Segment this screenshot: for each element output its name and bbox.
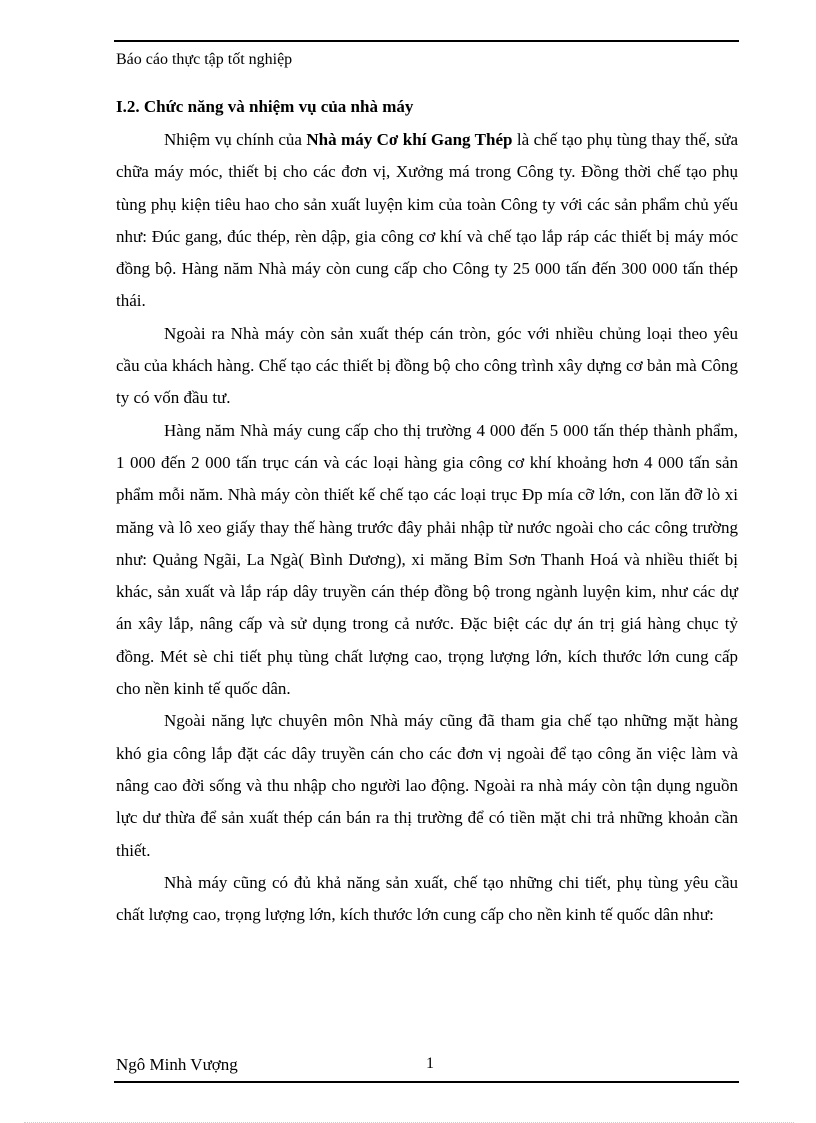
paragraph-5: Nhà máy cũng có đủ khả năng sản xuất, chế tạo những chi tiết, phụ tùng yêu cầu chất lượng cao, trọng lượng lớn, kích thước lớn cung cấp cho nền kinh tế quốc dân như: (116, 872, 738, 925)
header-rule (114, 40, 739, 42)
paragraph-3: Hàng năm Nhà máy cung cấp cho thị trường 4 000 đến 5 000 tấn thép thành phẩm, 1 000 đến 2 000 tấn trục cán và các loại hàng gia công cơ khí khoảng hơn 4 000 tấn sản phẩm mỗi năm. Nhà máy còn thiết kế chế tạo các loại trục Đp mía cỡ lớn, con lăn đỡ lò xi măng và lô xeo giấy thay thế hàng trước đây phải nhập từ nước ngoài cho các công trường như: Quảng Ngãi, La Ngà( Bình Dương), xi măng Bỉm Sơn Thanh Hoá và nhiều thiết bị khác, sản xuất và lắp ráp dây truyền cán thép đồng bộ trong ngành luyện kim, như các dự án xây lắp, nâng cấp và sử dụng trong cả nước. Đặc biệt các dự án trị giá hàng chục tỷ đồng. Mét sè chi tiết phụ tùng chất lượng cao, trọng lượng lớn, kích thước lớn cung cấp cho nền kinh tế quốc dân. (116, 420, 738, 699)
factory-name: Nhà máy Cơ khí Gang Thép (306, 130, 513, 149)
paragraph-1-rest: là chế tạo phụ tùng thay thế, sửa chữa máy móc, thiết bị cho các đơn vị, Xưởng má trong Công ty. Đồng thời chế tạo phụ tùng phụ kiện tiêu hao cho sản xuất luyện kim của toàn Công ty với các sản phẩm chủ yếu như: Đúc gang, đúc thép, rèn dập, gia công cơ khí và chế tạo lắp ráp các thiết bị máy móc đồng bộ. Hàng năm Nhà máy còn cung cấp cho Công ty 25 000 tấn đến 300 000 tấn thép thái. (116, 130, 738, 311)
page-body (116, 96, 738, 931)
running-header: Báo cáo thực tập tốt nghiệp (116, 51, 293, 68)
paragraph-4: Ngoài năng lực chuyên môn Nhà máy cũng đã tham gia chế tạo những mặt hàng khó gia công lắp đặt các dây truyền cán cho các đơn vị ngoài để tạo công ăn việc làm và nâng cao đời sống và thu nhập cho người lao động. Ngoài ra nhà máy còn tận dụng nguồn lực dư thừa để sản xuất thép cán bán ra thị trường để có tiền mặt chi trả những khoản cần thiết. (116, 711, 738, 860)
page-number: 1 (426, 1055, 434, 1072)
paragraph-1 (116, 124, 738, 318)
section-heading: I.2. Chức năng và nhiệm vụ của nhà máy (116, 97, 414, 116)
footer-author: Ngô Minh Vượng (116, 1055, 238, 1074)
footer-rule (114, 1081, 739, 1083)
paragraph-2: Ngoài ra Nhà máy còn sản xuất thép cán tròn, góc với nhiều chủng loại theo yêu cầu của khách hàng. Chế tạo các thiết bị đồng bộ cho công trình xây dựng cơ bản mà Công ty có vốn đầu tư. (116, 323, 738, 408)
paragraph-1-lead: Nhiệm vụ chính của (164, 130, 307, 149)
